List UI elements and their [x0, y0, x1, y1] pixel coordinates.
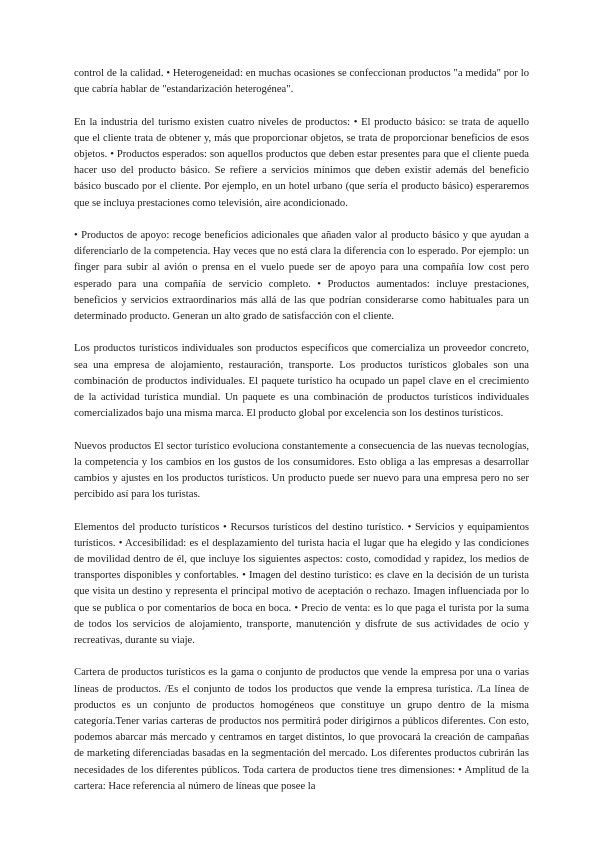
paragraph-product-elements: Elementos del producto turísticos • Recursos turísticos del destino turístico. • Servicios y equipamientos turísticos. • Accesibilidad: es el desplazamiento del turista hacia el lugar que ha elegido y las condiciones de movilidad dentro de él, que incluye los siguientes aspectos: costo, comodidad y rapidez, los medios de transportes disponibles y confortables. • Imagen del destino turístico: es clave en la decisión de un turista que visita un destino y representa el principal motivo de aceptación o rechazo. Imagen influenciada por lo que se publica o por comentarios de boca en boca. • Precio de venta: es lo que paga el turista por la suma de todos los servicios de alojamiento, transporte, manutención y disfrute de sus actividades de ocio y recreativas, durante su viaje. [74, 521, 529, 647]
paragraph-product-portfolio: Cartera de productos turísticos es la gama o conjunto de productos que vende la empresa por una o varias líneas de productos. /Es el conjunto de todos los productos que vende la empresa turística. /La línea de productos es un conjunto de productos homogéneos que constituye un grupo dentro de la misma categoría.Tener varias carteras de productos nos permitirá poder dirigirnos a públicos diferentes. Con esto, podemos abarcar más mercado y centramos en target distintos, lo que provocará la creación de campañas de marketing diferenciadas basadas en la segmentación del mercado. Los diferentes productos cubrirán las necesidades de los diferentes públicos. Toda cartera de productos tiene tres dimensiones: • Amplitud de la cartera: Hace referencia al número de líneas que posee la [74, 667, 529, 792]
paragraph-individual-global-products: Los productos turísticos individuales son productos específicos que comercializa un proveedor concreto, sea una empresa de alojamiento, restauración, transporte. Los productos turísticos globales son una combinación de productos individuales. El paquete turístico ha ocupado un papel clave en el crecimiento de la actividad turística mundial. Un paquete es una combinación de productos turísticos individuales comercializados bajo una misma marca. El producto global por excelencia son los destinos turísticos. [74, 343, 529, 420]
paragraph-new-products: Nuevos productos El sector turístico evoluciona constantemente a consecuencia de las nuevas tecnologías, la competencia y los cambios en los gustos de los consumidores. Esto obliga a las empresas a desarrollar cambios y ajustes en los productos turísticos. Un producto puede ser nuevo para una empresa pero no ser percibido así para los turistas. [74, 440, 529, 501]
paragraph-support-augmented-products: • Productos de apoyo: recoge beneficios adicionales que añaden valor al producto básico y que ayudan a diferenciarlo de la competencia. Hay veces que no está clara la diferencia con lo esperado. Por ejemplo: un finger para subir al avión o prensa en el vuelo puede ser de apoyo para una compañía low cost pero esperado para una compañía de servicio completo. • Productos aumentados: incluye prestaciones, beneficios y servicios extraordinarios más allá de las que podrían considerarse como habituales para un determinado producto. Generan un alto grado de satisfacción con el cliente. [74, 230, 529, 323]
document-body [74, 66, 529, 795]
paragraph-product-levels: En la industria del turismo existen cuatro niveles de productos: • El producto básico: se trata de aquello que el cliente trata de obtener y, más que proporcionar objetos, se trata de proporcionar beneficios de esos objetos. • Productos esperados: son aquellos productos que deben estar presentes para que el cliente pueda hacer uso del producto básico. Se refiere a servicios mínimos que deben existir además del beneficio básico buscado por el cliente. Por ejemplo, en un hotel urbano (que sería el producto básico) esperaremos que se incluya prestaciones como televisión, aire acondicionado. [74, 116, 529, 209]
paragraph-quality-heterogeneity: control de la calidad. • Heterogeneidad: en muchas ocasiones se confeccionan productos "a medida" por lo que cabría hablar de "estandarización heterogénea". [74, 68, 529, 96]
